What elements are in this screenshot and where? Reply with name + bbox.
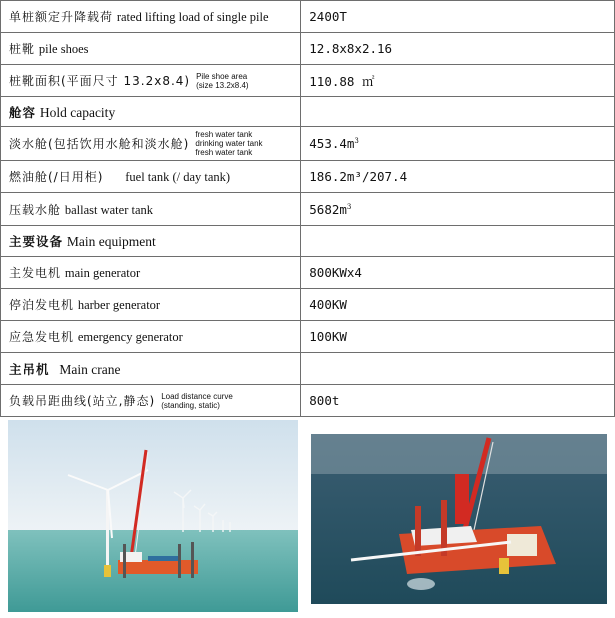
label-note — [195, 130, 262, 157]
spec-value — [301, 193, 615, 226]
vessel-photo-left — [8, 420, 298, 612]
value-text: 100KW — [309, 329, 347, 344]
note-line: Load distance curve — [161, 391, 233, 401]
spec-value — [301, 385, 615, 417]
label-zh: 桩靴面积(平面尺寸 13.2x8.4) — [9, 74, 191, 88]
label-en: fuel tank (/ day tank) — [125, 170, 231, 184]
label-zh: 主要设备 — [9, 234, 64, 249]
label-en: Main crane — [59, 361, 121, 377]
section-title — [1, 97, 301, 127]
spec-row — [1, 289, 615, 321]
spec-value — [301, 97, 615, 127]
value-text: 12.8x8x2.16 — [309, 41, 393, 56]
section-header-row — [1, 97, 615, 127]
spec-row — [1, 385, 615, 417]
spec-row — [1, 193, 615, 226]
section-title — [1, 226, 301, 257]
note-line: (standing, static) — [161, 400, 220, 410]
label-en: Hold capacity — [39, 104, 116, 120]
note-line: Pile shoe area — [196, 71, 248, 81]
value-text: 2400T — [309, 9, 347, 24]
spec-label — [1, 161, 301, 193]
label-zh: 燃油舱(/日用柜) — [9, 170, 104, 184]
note-line: fresh water tank — [195, 130, 253, 139]
value-text: 800KWx4 — [309, 265, 362, 280]
spec-value — [301, 65, 615, 97]
label-zh: 淡水舱(包括饮用水舱和淡水舱) — [9, 137, 190, 151]
spec-row — [1, 65, 615, 97]
label-en: rated lifting load of single pile — [116, 10, 269, 24]
value-text: 400KW — [309, 297, 347, 312]
spec-value — [301, 289, 615, 321]
spec-label — [1, 289, 301, 321]
spec-label — [1, 193, 301, 226]
spec-value — [301, 127, 615, 161]
label-zh: 舱容 — [9, 104, 37, 120]
spec-label — [1, 257, 301, 289]
note-line: (size 13.2x8.4) — [196, 80, 249, 90]
spec-label — [1, 65, 301, 97]
spec-value — [301, 353, 615, 385]
label-note — [161, 392, 233, 410]
label-en: Main equipment — [66, 234, 156, 249]
water-wake — [407, 578, 435, 590]
value-text: 110.88 ㎡ — [309, 73, 375, 89]
spec-row — [1, 127, 615, 161]
label-zh: 应急发电机 — [9, 330, 75, 344]
spec-row — [1, 321, 615, 353]
label-zh: 负载吊距曲线(站立,静态) — [9, 394, 156, 408]
spec-label — [1, 127, 301, 161]
label-zh: 压载水舱 — [9, 202, 62, 217]
label-en: emergency generator — [77, 330, 183, 344]
note-line: fresh water tank — [195, 148, 253, 157]
value-text: 800t — [309, 393, 340, 408]
spec-label — [1, 321, 301, 353]
section-header-row — [1, 353, 615, 385]
value-sup: 3 — [354, 137, 359, 145]
spec-value — [301, 161, 615, 193]
spec-label — [1, 33, 301, 65]
spec-value — [301, 33, 615, 65]
label-en: pile shoes — [38, 42, 89, 56]
spec-row — [1, 33, 615, 65]
value-text: 5682m — [309, 201, 347, 217]
spec-value — [301, 257, 615, 289]
label-note — [196, 72, 248, 90]
label-zh: 主吊机 — [9, 361, 50, 377]
vessel-photo-right — [311, 434, 607, 604]
label-zh: 停泊发电机 — [9, 298, 75, 312]
spec-value — [301, 1, 615, 33]
spec-label — [1, 1, 301, 33]
spec-label — [1, 385, 301, 417]
value-text: 453.4m — [309, 136, 355, 151]
spec-row — [1, 257, 615, 289]
label-zh: 单桩额定升降载荷 — [9, 10, 114, 24]
label-zh: 主发电机 — [9, 266, 62, 280]
value-sup: 3 — [346, 202, 352, 211]
spec-row — [1, 161, 615, 193]
spec-row — [1, 1, 615, 33]
spec-value — [301, 321, 615, 353]
label-en: main generator — [64, 266, 141, 280]
spec-value — [301, 226, 615, 257]
label-zh: 桩靴 — [9, 42, 36, 56]
note-line: drinking water tank — [195, 139, 263, 148]
value-text: 186.2m³/207.4 — [309, 169, 408, 184]
section-header-row — [1, 226, 615, 257]
label-en: ballast water tank — [64, 202, 154, 217]
section-title — [1, 353, 301, 385]
label-en: harber generator — [77, 298, 161, 312]
